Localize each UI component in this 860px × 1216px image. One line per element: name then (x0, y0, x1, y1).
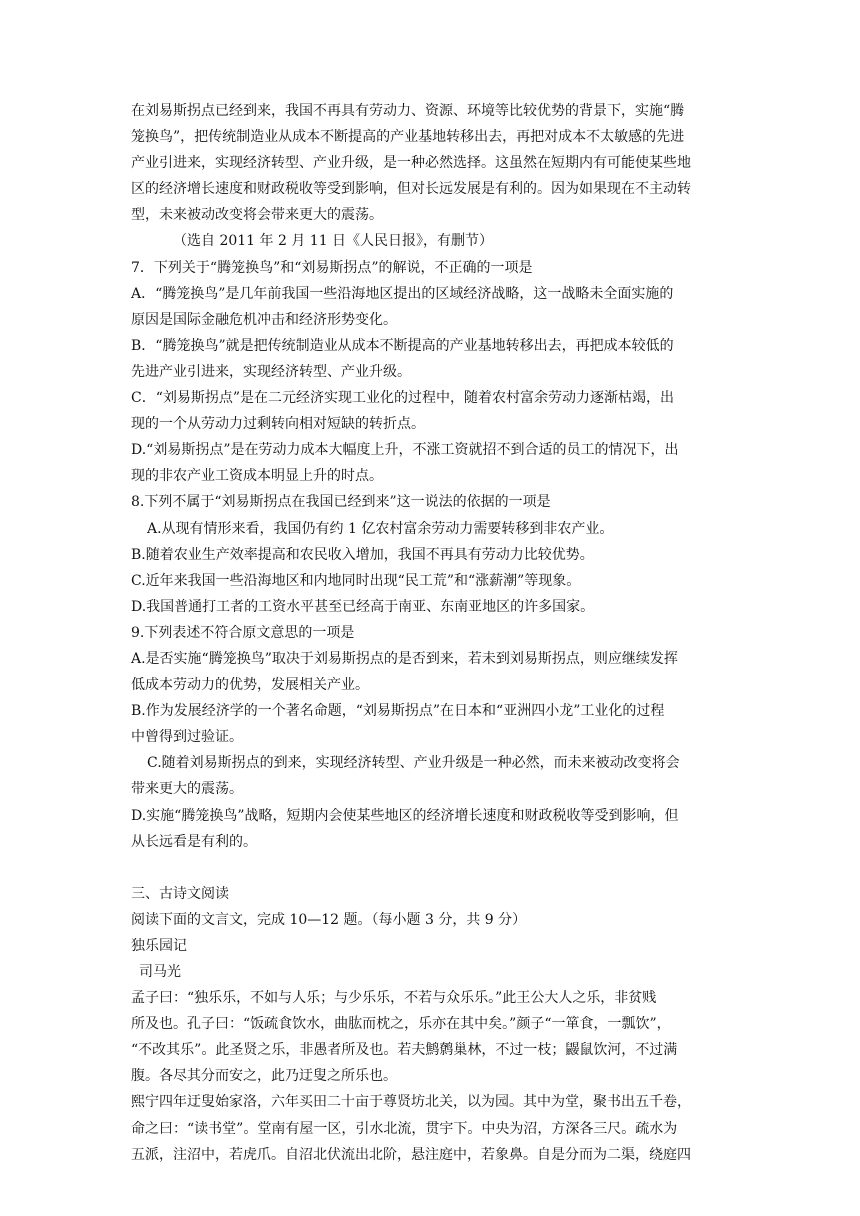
question-7-option-c-cont: 现的一个从劳动力过剩转向相对短缺的转折点。 (131, 416, 425, 433)
question-9-option-b: B.作为发展经济学的一个著名命题，“刘易斯拐点”在日本和“亚洲四小龙”工业化的过程 (131, 703, 665, 720)
essay-line: 腹。各尽其分而安之，此乃迂叟之所乐也。 (131, 1068, 397, 1085)
source-note: （选自 2011 年 2 月 11 日《人民日报》，有删节） (173, 233, 494, 250)
question-8-option-d: D.我国普通打工者的工资水平甚至已经高于南亚、东南亚地区的许多国家。 (131, 598, 595, 615)
section-heading: 三、古诗文阅读 (131, 885, 229, 902)
question-7-stem: 7．下列关于“腾笼换鸟”和“刘易斯拐点”的解说，不正确的一项是 (131, 259, 533, 276)
question-7-option-b: B．“腾笼换鸟”就是把传统制造业从成本不断提高的产业基地转移出去，再把成本较低的 (131, 337, 674, 354)
question-9-option-c-cont: 带来更大的震荡。 (131, 781, 243, 798)
question-9-option-d-cont: 从长远看是有利的。 (131, 833, 257, 850)
essay-title: 独乐园记 (131, 937, 187, 954)
question-7-option-c: C．“刘易斯拐点”是在二元经济实现工业化的过程中，随着农村富余劳动力逐渐枯竭，出 (131, 390, 675, 407)
essay-line: 命之曰：“读书堂”。堂南有屋一区，引水北流，贯宇下。中央为沼，方深各三尺。疏水为 (131, 1120, 678, 1137)
question-7-option-a-cont: 原因是国际金融危机冲击和经济形势变化。 (131, 311, 397, 328)
question-7-option-d-cont: 现的非农产业工资成本明显上升的时点。 (131, 468, 383, 485)
essay-line: 孟子曰：“独乐乐，不如与人乐；与少乐乐，不若与众乐乐。”此王公大人之乐，非贫贱 (131, 990, 657, 1007)
essay-line: 五派，注沼中，若虎爪。自沼北伏流出北阶，悬注庭中，若象鼻。自是分而为二渠，绕庭四 (131, 1146, 691, 1163)
essay-line: 熙宁四年迂叟始家洛，六年买田二十亩于尊贤坊北关，以为园。其中为堂，聚书出五千卷， (131, 1094, 691, 1111)
passage-line: 型，未来被动改变将会带来更大的震荡。 (131, 207, 383, 224)
question-9-option-a: A.是否实施“腾笼换鸟”取决于刘易斯拐点的是否到来，若未到刘易斯拐点，则应继续发挥 (131, 650, 678, 667)
question-9-option-c: C.随着刘易斯拐点的到来，实现经济转型、产业升级是一种必然，而未来被动改变将会 (147, 755, 680, 772)
essay-line: 所及也。孔子曰：“饭疏食饮水，曲肱而枕之，乐亦在其中矣。”颜子“一箪食，一瓢饮”， (131, 1016, 671, 1033)
section-instruction: 阅读下面的文言文，完成 10—12 题。（每小题 3 分，共 9 分） (131, 911, 527, 928)
question-9-stem: 9.下列表述不符合原文意思的一项是 (131, 624, 355, 641)
question-9-option-a-cont: 低成本劳动力的优势，发展相关产业。 (131, 677, 369, 694)
essay-author: 司马光 (139, 964, 181, 980)
question-9-option-d: D.实施“腾笼换鸟”战略，短期内会使某些地区的经济增长速度和财政税收等受到影响，但 (131, 807, 679, 824)
question-8-option-b: B.随着农业生产效率提高和农民收入增加，我国不再具有劳动力比较优势。 (131, 546, 594, 563)
question-7-option-a: A．“腾笼换鸟”是几年前我国一些沿海地区提出的区域经济战略，这一战略未全面实施的 (131, 285, 674, 302)
passage-line: 笼换鸟”，把传统制造业从成本不断提高的产业基地转移出去，再把对成本不太敏感的先进 (131, 129, 685, 146)
question-7-option-d: D.“刘易斯拐点”是在劳动力成本大幅度上升，不涨工资就招不到合适的员工的情况下，出 (131, 442, 679, 459)
question-9-option-b-cont: 中曾得到过验证。 (131, 729, 243, 746)
question-8-stem: 8.下列不属于“刘易斯拐点在我国已经到来”这一说法的依据的一项是 (131, 494, 551, 511)
question-7-option-b-cont: 先进产业引进来，实现经济转型、产业升级。 (131, 363, 411, 380)
blank-line (131, 855, 731, 881)
essay-line: “不改其乐”。此圣贤之乐，非愚者所及也。若夫鹪鹩巢林，不过一枝；鼹鼠饮河，不过满 (131, 1042, 678, 1059)
passage-line: 在刘易斯拐点已经到来，我国不再具有劳动力、资源、环境等比较优势的背景下，实施“腾 (131, 103, 685, 119)
question-8-option-c: C.近年来我国一些沿海地区和内地同时出现“民工荒”和“涨薪潮”等现象。 (131, 572, 581, 589)
passage-line: 区的经济增长速度和财政税收等受到影响，但对长远发展是有利的。因为如果现在不主动转 (131, 181, 691, 198)
document-page (131, 98, 731, 1168)
question-8-option-a: A.从现有情形来看，我国仍有约 1 亿农村富余劳动力需要转移到非农产业。 (147, 520, 614, 537)
passage-line: 产业引进来，实现经济转型、产业升级，是一种必然选择。这虽然在短期内有可能使某些地 (131, 155, 691, 172)
